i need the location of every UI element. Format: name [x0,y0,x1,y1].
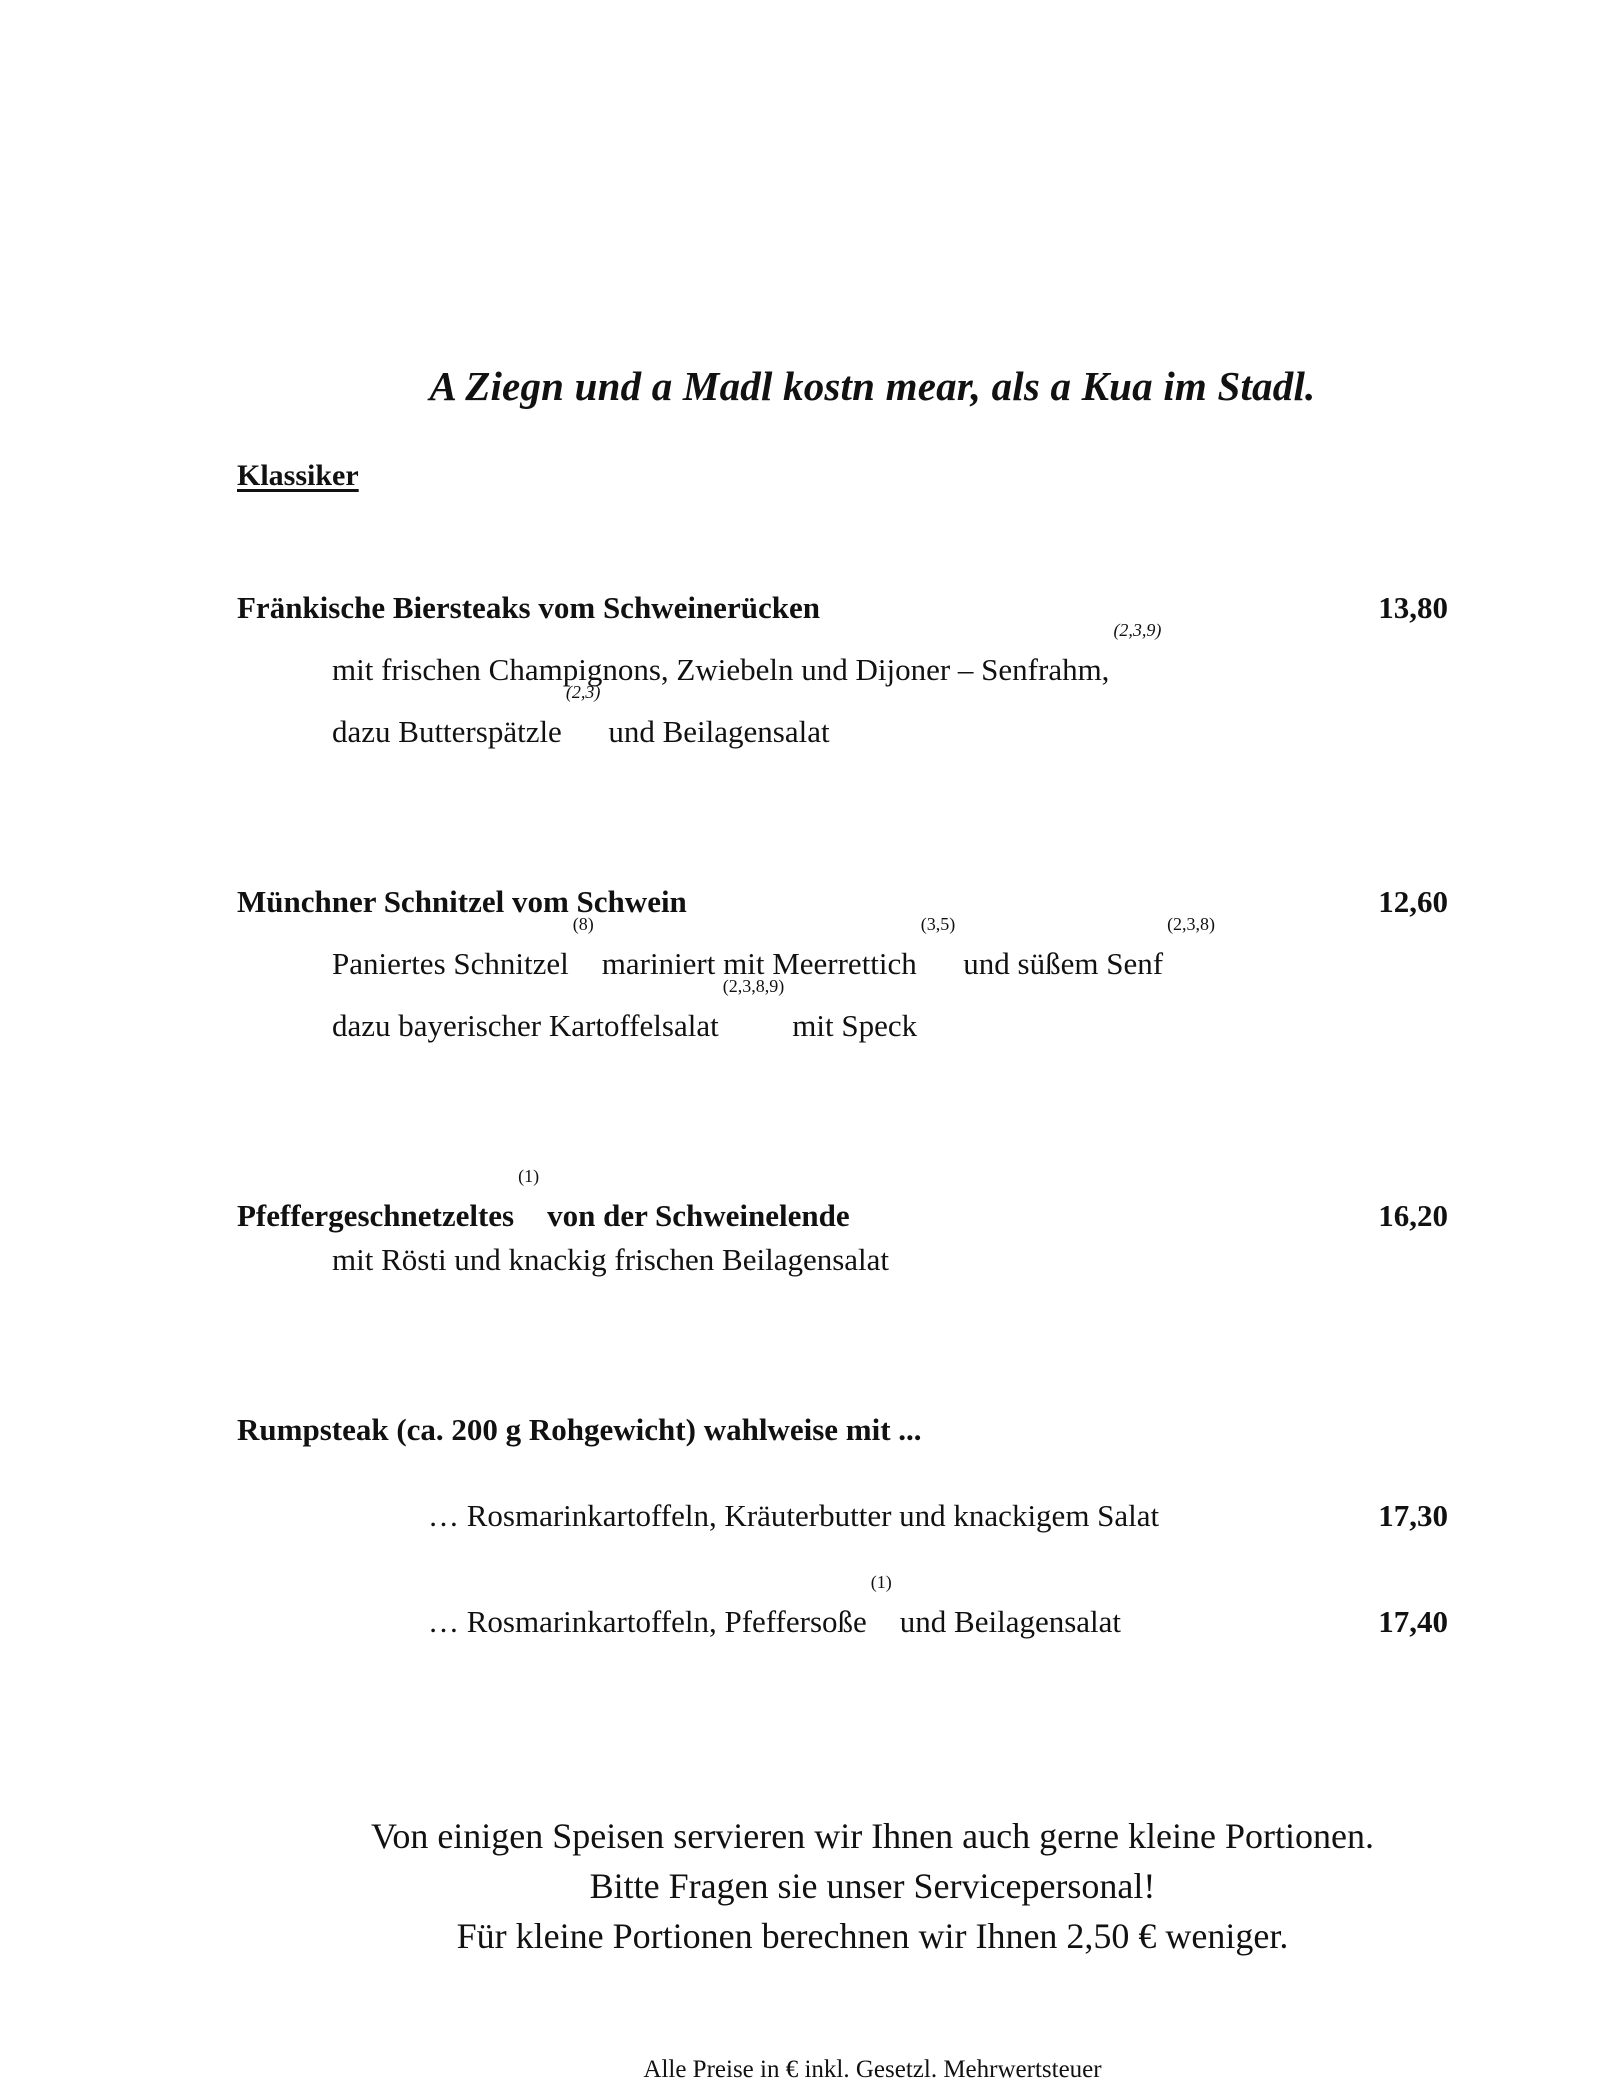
dish-description-line [332,976,918,1044]
description-text: dazu Butterspätzle [332,714,562,749]
description-text: mit frischen Champignons, Zwiebeln und Dijoner – Senfrahm, [332,652,1110,687]
description-text: und Beilagensalat [608,714,830,749]
option-text: und Beilagensalat [899,1604,1122,1639]
section-title: Klassiker [237,459,359,492]
price-footer: Alle Preise in € inkl. Gesetzl. Mehrwertsteuer [643,2056,1102,2083]
dish-option [428,1572,1122,1640]
dish-name: Münchner Schnitzel vom Schwein [237,884,687,919]
dish-price: 12,60 [1378,884,1448,919]
option-text: … Rosmarinkartoffeln, Pfeffersoße [428,1604,867,1639]
dish-description-line: mit Rösti und knackig frischen Beilagensalat [332,1242,890,1277]
description-text: mit Speck [792,1008,918,1043]
allergen-codes: (2,3,8,9) [722,976,785,996]
dish-description-line [332,682,830,750]
allergen-codes: (2,3,9) [1113,620,1162,640]
dish-price: 13,80 [1378,590,1448,625]
small-portion-note: Von einigen Speisen servieren wir Ihnen auch gerne kleine Portionen. [370,1816,1375,1856]
menu-motto: A Ziegn und a Madl kostn mear, als a Kua im Stadl. [429,363,1316,409]
allergen-codes: (1) [518,1166,540,1186]
dish-name: Rumpsteak (ca. 200 g Rohgewicht) wahlweise mit ... [237,1412,922,1447]
allergen-codes: (1) [870,1572,892,1592]
option-price: 17,40 [1378,1604,1448,1639]
dish-name-text: von der Schweinelende [547,1198,850,1233]
description-text: Paniertes Schnitzel [332,946,569,981]
dish-description-line [332,620,1163,688]
small-portion-note: Bitte Fragen sie unser Servicepersonal! [589,1866,1156,1906]
dish-name [237,1166,850,1234]
allergen-codes: (2,3,8) [1167,914,1216,934]
dish-name: Fränkische Biersteaks vom Schweinerücken [237,590,820,625]
description-text: mariniert mit Meerrettich [601,946,917,981]
option-price: 17,30 [1378,1498,1448,1533]
allergen-codes: (3,5) [920,914,956,934]
allergen-codes: (2,3) [565,682,601,702]
dish-option: … Rosmarinkartoffeln, Kräuterbutter und knackigem Salat [428,1498,1160,1533]
description-text: dazu bayerischer Kartoffelsalat [332,1008,719,1043]
dish-name-text: Pfeffergeschnetzeltes [237,1198,515,1233]
allergen-codes: (8) [572,914,594,934]
small-portion-note: Für kleine Portionen berechnen wir Ihnen 2,50 € weniger. [456,1916,1289,1956]
description-text: und süßem Senf [963,946,1164,981]
dish-price: 16,20 [1378,1198,1448,1233]
